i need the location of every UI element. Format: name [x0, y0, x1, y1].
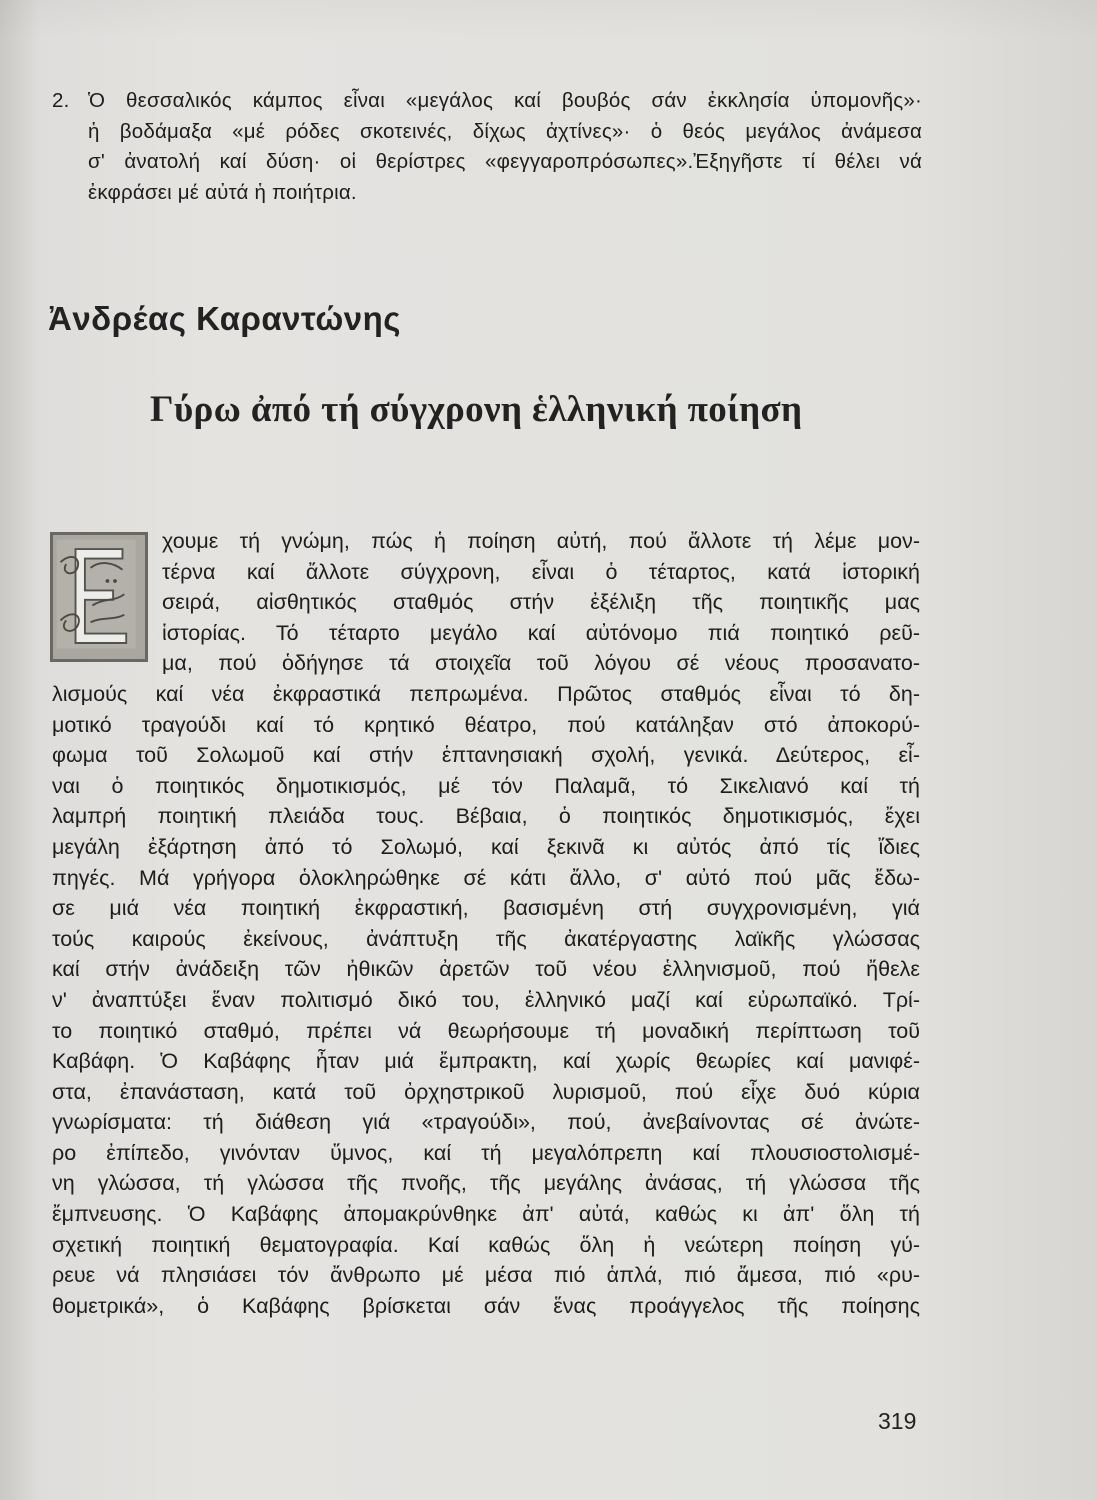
body-line: ν' ἀναπτύξει ἕναν πολιτισμό δικό του, ἑλληνικό μαζί καί εὐρωπαϊκό. Τρί- [52, 987, 920, 1012]
body-line: ρευε νά πλησιάσει τόν ἄνθρωπο μέ μέσα πιό ἁπλά, πιό ἄμεσα, πιό «ρυ- [52, 1263, 920, 1288]
body-line: πηγές. Μά γρήγορα ὁλοκληρώθηκε σέ κάτι ἄλλο, σ' αὐτό πού μᾶς ἔδω- [52, 865, 920, 890]
body-line: Καβάφη. Ὁ Καβάφης ἦταν μιά ἔμπρακτη, καί χωρίς θεωρίες καί μανιφέ- [52, 1049, 920, 1074]
question-line: σ' ἀνατολή καί δύση· οἱ θερίστρες «φεγγαροπρόσωπες».Ἐξηγῆστε τί θέλει νά [88, 150, 922, 174]
body-line: γνωρίσματα: τή διάθεση γιά «τραγούδι», πού, ἀνεβαίνοντας σέ ἀνώτε- [52, 1110, 920, 1135]
body-line: το ποιητικό σταθμό, πρέπει νά θεωρήσουμε τή μοναδική περίπτωση τοῦ [52, 1018, 920, 1043]
page-number: 319 [878, 1408, 917, 1434]
body-line: νη γλώσσα, τή γλώσσα τῆς πνοῆς, τῆς μεγάλης ἀνάσας, τή γλώσσα τῆς [52, 1171, 920, 1196]
body-line: τούς καιρούς ἐκείνους, ἀνάπτυξη τῆς ἀκατέργαστης λαϊκῆς γλώσσας [52, 926, 920, 951]
question-line: ἐκφράσει μέ αὐτά ἡ ποιήτρια. [88, 180, 357, 204]
question-line: Ὁ θεσσαλικός κάμπος εἶναι «μεγάλος καί βουβός σάν ἐκκλησία ὑπομονῆς»· [88, 89, 922, 112]
body-line: θομετρικά», ὁ Καβάφης βρίσκεται σάν ἕνας προάγγελος τῆς ποίησης [52, 1293, 920, 1318]
body-line: μεγάλη ἐξάρτηση ἀπό τό Σολωμό, καί ξεκινᾶ κι αὐτός ἀπό τίς ἴδιες [52, 834, 920, 859]
body-line: σχετική ποιητική θεματογραφία. Καί καθώς ὅλη ἡ νεώτερη ποίηση γύ- [52, 1232, 920, 1257]
page-top-shadow [0, 0, 1097, 40]
body-line: ἔμπνευσης. Ὁ Καβάφης ἀπομακρύνθηκε ἀπ' αὐτά, καθώς κι ἀπ' ὅλη τή [52, 1202, 920, 1227]
body-line: σε μιά νέα ποιητική ἐκφραστική, βασισμένη στή συγχρονισμένη, γιά [52, 896, 920, 921]
body-line: λαμπρή ποιητική πλειάδα τους. Βέβαια, ὁ ποιητικός δημοτικισμός, ἔχει [52, 804, 920, 829]
body-line: ναι ὁ ποιητικός δημοτικισμός, μέ τόν Παλαμᾶ, τό Σικελιανό καί τή [52, 773, 920, 798]
body-line: ἱστορίας. Τό τέταρτο μεγάλο καί αὐτόνομο πιά ποιητικό ρεῦ- [162, 620, 920, 645]
essay-title: Γύρω ἀπό τή σύγχρονη ἑλληνική ποίηση [150, 389, 803, 430]
body-line: χουμε τή γνώμη, πώς ἡ ποίηση αὐτή, πού ἄλλοτε τή λέμε μον- [162, 529, 920, 553]
body-line: στα, ἐπανάσταση, κατά τοῦ ὀρχηστρικοῦ λυρισμοῦ, πού εἶχε δυό κύρια [52, 1079, 920, 1104]
body-line: φωμα τοῦ Σολωμοῦ καί στήν ἑπτανησιακή σχολή, γενικά. Δεύτερος, εἶ- [52, 743, 920, 768]
body-line: λισμούς καί νέα ἐκφραστικά πεπρωμένα. Πρῶτος σταθμός εἶναι τό δη- [52, 681, 920, 706]
question-line: ἡ βοδάμαξα «μέ ρόδες σκοτεινές, δίχως ἀχτίνες»· ὁ θεός μεγάλος ἀνάμεσα [88, 119, 922, 143]
author-name: Ἀνδρέας Καραντώνης [48, 300, 401, 337]
question-number: 2. [52, 89, 70, 112]
question-text [88, 86, 922, 208]
body-line: ρο ἐπίπεδο, γινόνταν ὕμνος, καί τή μεγαλόπρεπη καί πλουσιοστολισμέ- [52, 1140, 920, 1165]
essay-body [52, 526, 920, 1321]
exercise-question [52, 86, 922, 208]
body-line: καί στήν ἀνάδειξη τῶν ἠθικῶν ἀρετῶν τοῦ νέου ἑλληνισμοῦ, πού ἤθελε [52, 957, 920, 982]
body-line: μοτικό τραγούδι καί τό κρητικό θέατρο, πού κατάληξαν στό ἀποκορύ- [52, 712, 920, 737]
body-line: σειρά, αἰσθητικός σταθμός στήν ἐξέλιξη τῆς ποιητικῆς μας [162, 590, 920, 615]
body-line: μα, πού ὁδήγησε τά στοιχεῖα τοῦ λόγου σέ νέους προσανατο- [162, 651, 920, 676]
body-line: τέρνα καί ἄλλοτε σύγχρονη, εἶναι ὁ τέταρτος, κατά ἱστορική [162, 559, 920, 584]
